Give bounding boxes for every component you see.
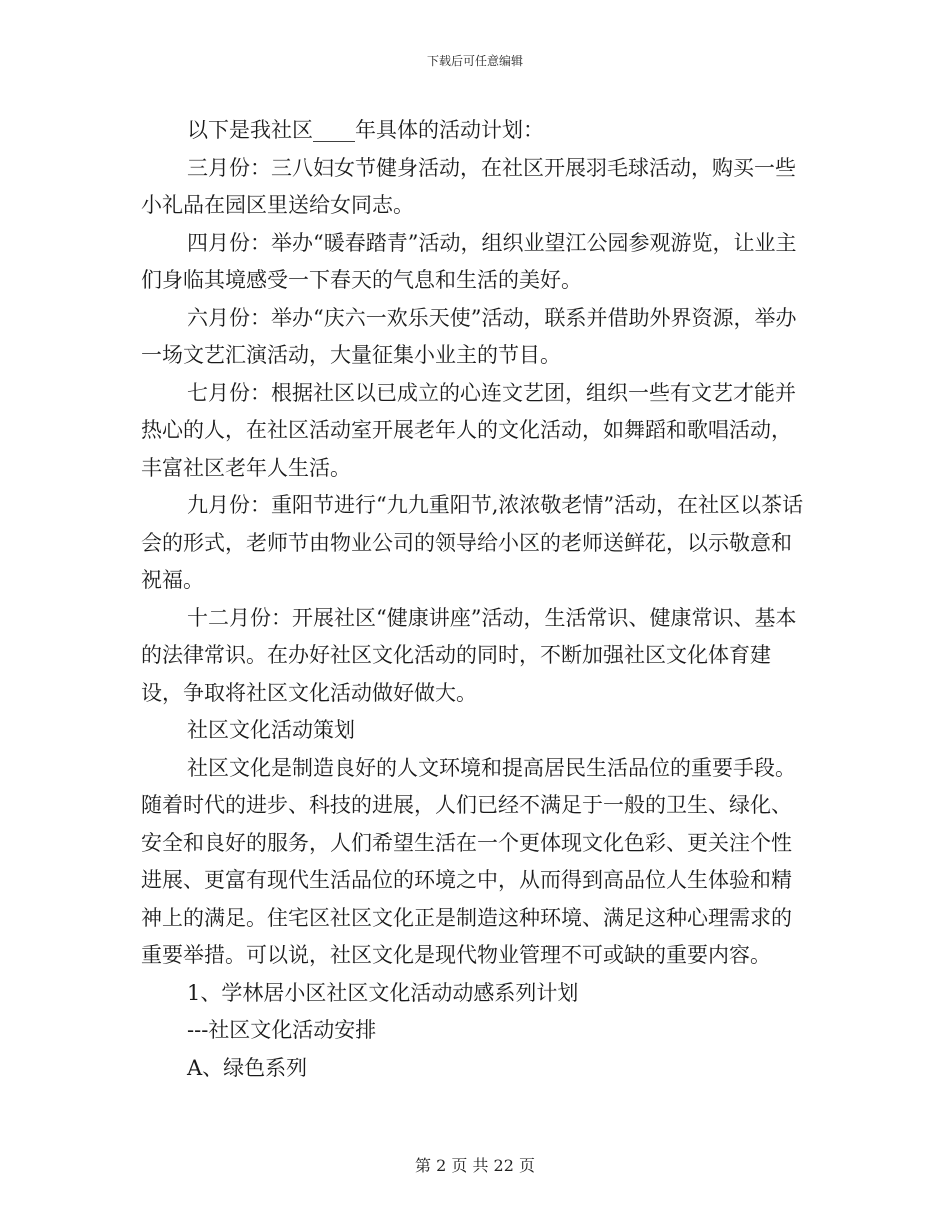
subheading-arrangement: ---社区文化活动安排 <box>187 1018 377 1042</box>
page-footer: 第 2 页 共 22 页 <box>415 1156 535 1175</box>
document-body <box>141 112 811 1087</box>
subheading-green-series: A、绿色系列 <box>187 1055 308 1080</box>
paragraph-community-culture: 社区文化是制造良好的人文环境和提高居民生活品位的重要手段。随着时代的进步、科技的进展，人们已经不满足于一般的卫生、绿化、安全和良好的服务，人们希望生活在一个更体现文化色彩、更关注个性进展、更富有现代生活品位的环境之中，从而得到高品位人生体验和精神上的满足。住宅区社区文化正是制造这种环境、满足这种心理需求的重要举措。可以说，社区文化是现代物业管理不可或缺的重要内容。 <box>141 755 796 967</box>
paragraph-march: 三月份：三八妇女节健身活动，在社区开展羽毛球活动，购买一些小礼品在园区里送给女同志。 <box>141 155 796 217</box>
section-heading-planning: 社区文化活动策划 <box>187 718 355 742</box>
page-header: 下载后可任意编辑 <box>426 54 523 68</box>
paragraph-july: 七月份：根据社区以已成立的心连文艺团，组织一些有文艺才能并热心的人，在社区活动室开展老年人的文化活动，如舞蹈和歌唱活动，丰富社区老年人生活。 <box>141 380 796 480</box>
paragraph-intro: 以下是我社区____年具体的活动计划： <box>187 118 544 142</box>
paragraph-september: 九月份：重阳节进行“九九重阳节,浓浓敬老情”活动，在社区以茶话会的形式，老师节由物业公司的领导给小区的老师送鲜花，以示敬意和祝福。 <box>141 493 804 592</box>
paragraph-june: 六月份：举办“庆六一欢乐天使”活动，联系并借助外界资源，举办一场文艺汇演活动，大量征集小业主的节目。 <box>141 305 797 367</box>
paragraph-december: 十二月份：开展社区“健康讲座”活动，生活常识、健康常识、基本的法律常识。在办好社区文化活动的同时，不断加强社区文化体育建设，争取将社区文化活动做好做大。 <box>141 605 797 705</box>
paragraph-april: 四月份：举办“暖春踏青”活动，组织业望江公园参观游览，让业主们身临其境感受一下春天的气息和生活的美好。 <box>141 230 797 292</box>
heading-series-plan: 1、学林居小区社区文化活动动感系列计划 <box>187 980 579 1005</box>
